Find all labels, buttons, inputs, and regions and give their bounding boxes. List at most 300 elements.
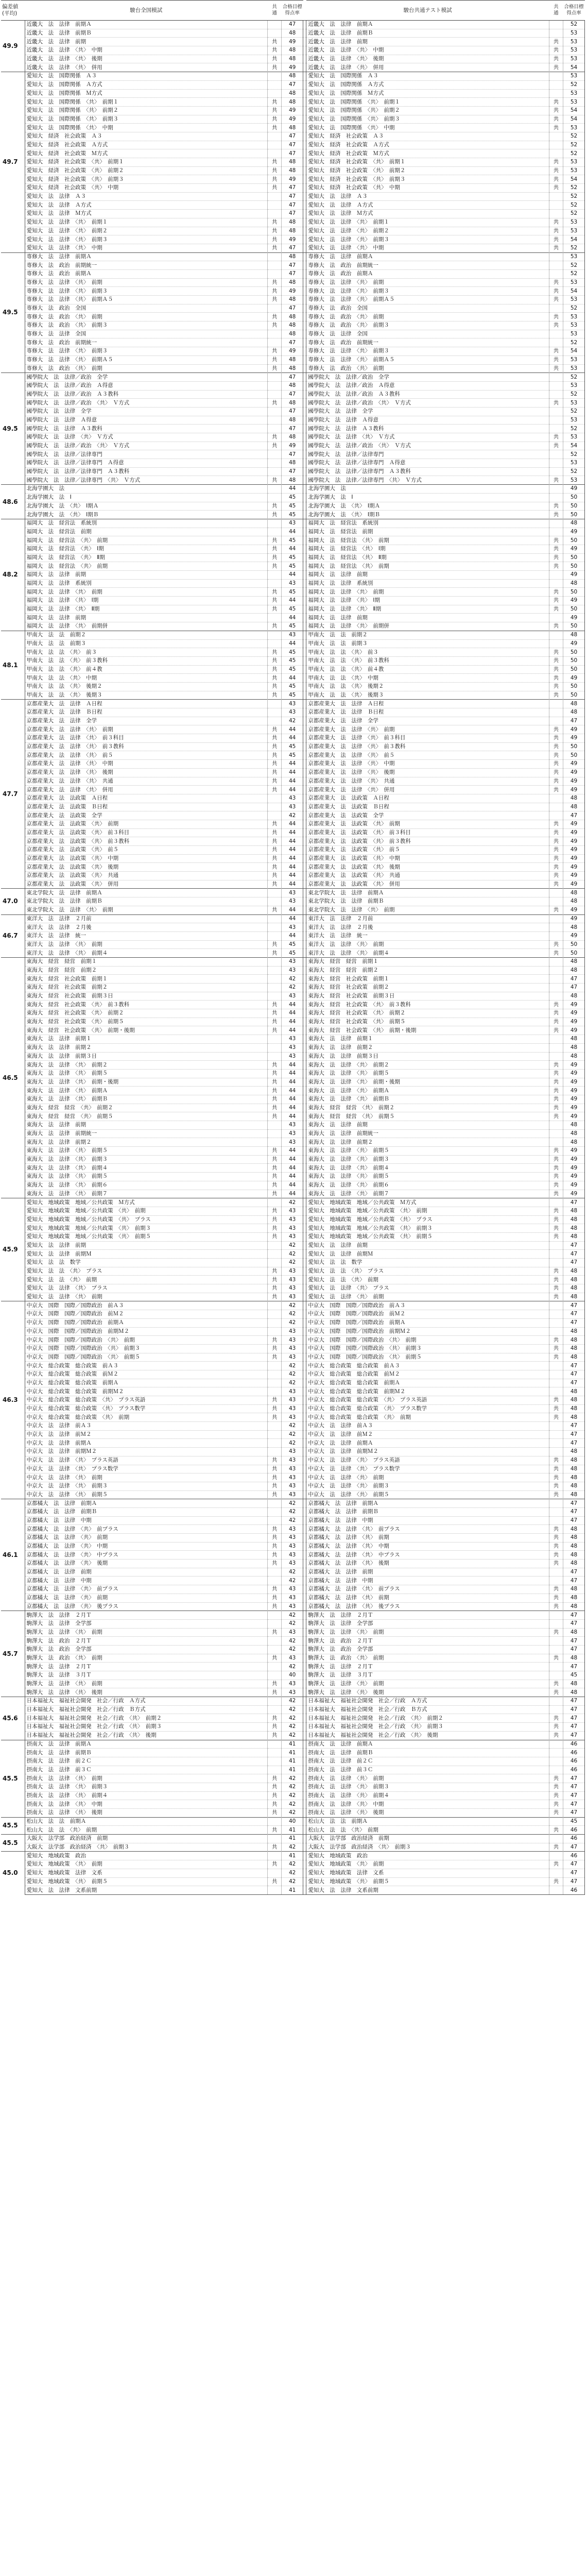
right-ratio-cell: 48 [563,1551,585,1560]
left-ratio-cell: 45 [282,536,303,545]
right-req-cell: 共 [549,1585,563,1594]
left-name-cell: 専修大 法 法律 〈共〉 前期３ [25,347,267,356]
left-name-cell: 東海大 法 法律 〈共〉 前期３ [25,1155,267,1164]
right-req-cell: 共 [549,321,563,330]
table-row [1,1749,585,1757]
left-ratio-cell: 48 [282,355,303,364]
right-name-cell: 中京大 法 法律 〈共〉 プラス数学 [306,1465,549,1473]
left-req-cell: 共 [268,227,282,235]
left-ratio-cell: 43 [282,889,303,897]
left-req-cell: 共 [268,98,282,107]
right-ratio-cell: 47 [563,1791,585,1800]
left-ratio-cell: 47 [282,390,303,399]
group-score: 48.2 [1,519,25,631]
right-req-cell: 共 [549,828,563,837]
table-row [1,656,585,665]
left-name-cell: 愛知大 法 法律 〈共〉 前期 [25,1293,267,1301]
left-req-cell [268,897,282,906]
left-req-cell [268,1327,282,1336]
left-req-cell [268,493,282,502]
right-ratio-cell: 48 [563,889,585,897]
group-score: 49.9 [1,21,25,72]
left-req-cell [268,614,282,622]
right-name-cell: 京都産業大 法 法政策 全学 [306,811,549,820]
right-name-cell: 甲南大 法 法 前期３ [306,639,549,648]
left-name-cell: 松山大 法 法 〈共〉 前期 [25,1826,267,1835]
right-name-cell: 東海大 法 法律 〈共〉 前期Ａ [306,1087,549,1095]
table-row [1,467,585,476]
left-name-cell: 愛知大 法 法 数学 [25,1259,267,1267]
right-ratio-cell: 45 [563,1671,585,1680]
right-ratio-cell: 49 [563,768,585,777]
right-name-cell: 福岡大 法 経営法 系統別 [306,519,549,528]
table-row [1,1035,585,1044]
right-req-cell: 共 [549,940,563,949]
left-req-cell: 共 [268,553,282,562]
left-name-cell: 中京大 総合政策 総合政策 前期Ｍ２ [25,1387,267,1396]
right-name-cell: 東海大 法 法律 〈共〉 前期Ｂ [306,1095,549,1104]
table-row [1,1723,585,1732]
right-req-cell [549,425,563,433]
right-req-cell: 共 [549,674,563,683]
left-req-cell [268,1568,282,1577]
right-ratio-cell: 47 [563,1714,585,1723]
left-ratio-cell: 43 [282,1327,303,1336]
right-req-cell: 共 [549,1731,563,1740]
left-name-cell: 福岡大 法 経営法 〈共〉 Ⅰ期 [25,545,267,553]
right-name-cell: 東洋大 法 法律 〈共〉 前期４ [306,949,549,958]
table-row [1,511,585,519]
right-ratio-cell: 48 [563,1035,585,1044]
table-row [1,725,585,734]
left-name-cell: 東海大 法 法律 〈共〉 前期５ [25,1147,267,1156]
table-row [1,1430,585,1439]
left-req-cell [268,1318,282,1327]
right-req-cell [549,407,563,416]
left-req-cell [268,1766,282,1774]
left-req-cell [268,794,282,803]
left-ratio-cell: 45 [282,622,303,631]
right-ratio-cell: 48 [563,1215,585,1224]
table-row [1,21,585,29]
right-req-cell [549,923,563,932]
right-name-cell: 京都橘大 法 法律 〈共〉 前期 [306,1594,549,1602]
left-name-cell: 國學院大 法 法律 Ａ３教科 [25,425,267,433]
left-name-cell: 東海大 経営 経営 前期１ [25,957,267,966]
left-req-cell: 共 [268,158,282,167]
header-right-name: 駿台共通テスト模試 [306,1,549,21]
left-name-cell: 大阪大 法学部 政治経済 〈共〉 前期３ [25,1843,267,1852]
left-ratio-cell: 44 [282,906,303,914]
right-name-cell: 京都産業大 法 法律 〈共〉 中期 [306,760,549,769]
right-ratio-cell: 47 [563,975,585,984]
table-row [1,597,585,605]
table-row [1,966,585,975]
table-row [1,992,585,1001]
right-name-cell: 中京大 法 法律 〈共〉 前期３ [306,1482,549,1490]
left-ratio-cell: 42 [282,1507,303,1516]
left-req-cell: 共 [268,1482,282,1490]
left-req-cell [268,1577,282,1585]
left-name-cell: 京都橘大 法 法律 前期 [25,1568,267,1577]
left-req-cell [268,579,282,588]
right-ratio-cell: 48 [563,1276,585,1284]
right-ratio-cell: 50 [563,622,585,631]
right-ratio-cell: 53 [563,321,585,330]
left-ratio-cell: 43 [282,1551,303,1560]
group-score: 47.0 [1,889,25,914]
right-req-cell: 共 [549,863,563,872]
table-row [1,742,585,751]
table-row [1,1370,585,1379]
right-ratio-cell: 48 [563,1327,585,1336]
table-row [1,1757,585,1766]
right-name-cell: 愛知大 地域政策 地域／公共政策 〈共〉 前期 [306,1207,549,1215]
left-ratio-cell: 43 [282,1490,303,1499]
table-row [1,141,585,149]
left-name-cell: 東海大 経営 社会政策 〈共〉 前期・後期 [25,1026,267,1035]
left-req-cell: 共 [268,1344,282,1353]
left-req-cell: 共 [268,106,282,115]
right-ratio-cell: 46 [563,1886,585,1895]
right-ratio-cell: 50 [563,511,585,519]
right-ratio-cell: 48 [563,1456,585,1465]
left-ratio-cell: 43 [282,923,303,932]
table-row [1,38,585,46]
table-row [1,1259,585,1267]
left-req-cell [268,1370,282,1379]
right-name-cell: 福岡大 法 経営法 前期 [306,528,549,536]
left-req-cell: 共 [268,287,282,296]
right-req-cell [549,338,563,347]
table-row [1,1671,585,1680]
left-req-cell: 共 [268,1181,282,1190]
right-ratio-cell: 53 [563,459,585,468]
left-ratio-cell: 44 [282,1009,303,1018]
right-ratio-cell: 53 [563,72,585,81]
left-name-cell: 京都産業大 法 法律 全学 [25,717,267,725]
right-ratio-cell: 45 [563,1817,585,1826]
right-ratio-cell: 49 [563,846,585,855]
left-name-cell: 京都産業大 法 法律 〈共〉 前期 [25,725,267,734]
table-row [1,519,585,528]
group-score: 49.5 [1,373,25,485]
table-row [1,1817,585,1826]
right-ratio-cell: 47 [563,984,585,992]
right-ratio-cell: 48 [563,1284,585,1293]
left-ratio-cell: 43 [282,519,303,528]
table-row [1,373,585,382]
table-row [1,425,585,433]
table-row [1,1456,585,1465]
group-score: 45.5 [1,1817,25,1834]
table-row [1,588,585,597]
left-name-cell: 國學院大 法 法律／法律専門 [25,450,267,459]
left-name-cell: 摂南大 法 法律 〈共〉 後期 [25,1809,267,1818]
left-req-cell: 共 [268,1336,282,1345]
right-req-cell: 共 [549,175,563,184]
right-name-cell: 京都産業大 法 法政策 〈共〉 前３教科 [306,837,549,846]
left-name-cell: 京都産業大 法 法政策 〈共〉 併用 [25,880,267,889]
left-req-cell: 共 [268,1534,282,1543]
left-name-cell: 京都産業大 法 法律 〈共〉 前５ [25,751,267,760]
right-name-cell: 中京大 国際 国際／国際政治 〈共〉 前期３ [306,1344,549,1353]
table-row [1,330,585,338]
table-row [1,1181,585,1190]
table-row [1,872,585,880]
left-ratio-cell: 48 [282,313,303,321]
table-row [1,1301,585,1310]
right-ratio-cell: 47 [563,1379,585,1387]
left-ratio-cell: 47 [282,201,303,210]
left-name-cell: 愛知大 経済 社会政策 Ｍ方式 [25,149,267,158]
right-req-cell [549,132,563,141]
left-req-cell: 共 [268,347,282,356]
table-row [1,1336,585,1345]
table-row [1,1645,585,1654]
left-req-cell [268,1869,282,1877]
right-req-cell [549,794,563,803]
left-name-cell: 摂南大 法 法律 〈共〉 前期３ [25,1783,267,1791]
left-ratio-cell: 49 [282,347,303,356]
left-name-cell: 京都産業大 法 法律 〈共〉 中期 [25,760,267,769]
table-row [1,1560,585,1568]
right-req-cell [549,1757,563,1766]
right-ratio-cell: 47 [563,1568,585,1577]
right-name-cell: 愛知大 経済 社会政策 Ｍ方式 [306,149,549,158]
table-row [1,115,585,124]
right-ratio-cell: 52 [563,201,585,210]
left-name-cell: 愛知大 法 国際関係 〈共〉 前期１ [25,98,267,107]
table-row [1,98,585,107]
right-name-cell: 摂南大 法 法律 前２Ｃ [306,1757,549,1766]
left-ratio-cell: 42 [282,1241,303,1250]
left-name-cell: 東海大 経営 社会政策 前期３日 [25,992,267,1001]
right-ratio-cell: 54 [563,106,585,115]
right-req-cell [549,803,563,811]
left-ratio-cell: 43 [282,1688,303,1697]
left-req-cell [268,1035,282,1044]
right-req-cell: 共 [549,1181,563,1190]
table-row [1,1362,585,1370]
right-ratio-cell: 50 [563,588,585,597]
table-row [1,1026,585,1035]
left-req-cell: 共 [268,1155,282,1164]
table-row [1,158,585,167]
left-name-cell: 東海大 法 法律 前期統一 [25,1129,267,1138]
right-name-cell: 國學院大 法 法律／法律専門 Ａ３教科 [306,467,549,476]
right-req-cell: 共 [549,656,563,665]
right-req-cell: 共 [549,1293,563,1301]
left-ratio-cell: 42 [282,1379,303,1387]
right-req-cell: 共 [549,218,563,227]
right-ratio-cell: 54 [563,115,585,124]
right-ratio-cell: 48 [563,1413,585,1422]
right-req-cell [549,1250,563,1259]
left-name-cell: 愛知大 法 国際関係 〈共〉 中期 [25,124,267,132]
right-ratio-cell: 53 [563,55,585,63]
table-row [1,837,585,846]
left-req-cell: 共 [268,1688,282,1697]
left-ratio-cell: 44 [282,725,303,734]
left-req-cell: 共 [268,1560,282,1568]
left-ratio-cell: 41 [282,1740,303,1749]
right-name-cell: 愛知大 法 法律 〈共〉 前期１ [306,218,549,227]
right-ratio-cell: 52 [563,80,585,89]
right-ratio-cell: 48 [563,1207,585,1215]
right-ratio-cell: 47 [563,1259,585,1267]
right-req-cell [549,914,563,923]
right-req-cell: 共 [549,846,563,855]
left-ratio-cell: 43 [282,700,303,708]
right-req-cell: 共 [549,166,563,175]
right-ratio-cell: 50 [563,949,585,958]
table-body [1,21,585,1895]
right-req-cell [549,975,563,984]
right-req-cell: 共 [549,1344,563,1353]
right-name-cell: 愛知大 経済 社会政策 〈共〉 前期１ [306,158,549,167]
left-ratio-cell: 44 [282,545,303,553]
table-row [1,1422,585,1431]
table-row [1,828,585,837]
right-req-cell: 共 [549,949,563,958]
right-ratio-cell: 48 [563,1465,585,1473]
left-req-cell: 共 [268,1404,282,1413]
table-row [1,1439,585,1448]
right-name-cell: 大阪大 法学部 政治経済 前期 [306,1835,549,1843]
left-ratio-cell: 40 [282,1671,303,1680]
left-ratio-cell: 42 [282,1370,303,1379]
right-req-cell [549,1577,563,1585]
left-req-cell [268,528,282,536]
left-ratio-cell: 42 [282,1430,303,1439]
right-name-cell: 摂南大 法 法律 〈共〉 前期３ [306,1783,549,1791]
right-name-cell: 中京大 国際 国際／国際政治 前期Ａ [306,1318,549,1327]
left-ratio-cell: 44 [282,863,303,872]
right-ratio-cell: 48 [563,700,585,708]
right-req-cell [549,459,563,468]
left-name-cell: 愛知大 経済 社会政策 〈共〉 中期 [25,184,267,193]
table-row [1,708,585,717]
right-req-cell: 共 [549,476,563,485]
right-ratio-cell: 48 [563,1560,585,1568]
table-row [1,1087,585,1095]
right-ratio-cell: 53 [563,381,585,390]
table-row [1,1095,585,1104]
right-name-cell: 愛知大 法 法律 Ａ３ [306,192,549,201]
right-ratio-cell: 49 [563,1147,585,1156]
left-name-cell: 福岡大 法 経営法 系統別 [25,519,267,528]
table-row [1,1344,585,1353]
right-req-cell: 共 [549,1018,563,1026]
left-ratio-cell: 43 [282,1456,303,1465]
left-req-cell [268,639,282,648]
left-ratio-cell: 44 [282,1001,303,1009]
table-row [1,1619,585,1628]
right-req-cell [549,1439,563,1448]
right-ratio-cell: 50 [563,648,585,657]
right-ratio-cell: 48 [563,1680,585,1688]
right-req-cell: 共 [549,1860,563,1869]
table-row [1,1215,585,1224]
left-req-cell: 共 [268,691,282,700]
table-row [1,399,585,408]
left-req-cell: 共 [268,476,282,485]
left-ratio-cell: 43 [282,1276,303,1284]
left-name-cell: 甲南大 法 法 前期２ [25,631,267,639]
right-ratio-cell: 50 [563,656,585,665]
right-ratio-cell: 48 [563,1344,585,1353]
left-name-cell: 甲南大 法 法 〈共〉 前３ [25,648,267,657]
left-req-cell: 共 [268,837,282,846]
right-ratio-cell: 53 [563,399,585,408]
right-ratio-cell: 49 [563,485,585,494]
left-name-cell: 中京大 総合政策 総合政策 前Ａ３ [25,1362,267,1370]
right-req-cell: 共 [549,1112,563,1121]
right-ratio-cell: 47 [563,1318,585,1327]
table-row [1,1465,585,1473]
left-name-cell: 駒澤大 法 法律 〈共〉 前期 [25,1680,267,1688]
table-row [1,1714,585,1723]
left-name-cell: 専修大 法 政治 全国 [25,304,267,313]
right-ratio-cell: 49 [563,725,585,734]
right-name-cell: 愛知大 地域政策 政治 [306,1852,549,1860]
left-name-cell: 京都橘大 法 法律 中期 [25,1577,267,1585]
right-name-cell: 中京大 法 法律 〈共〉 前期５ [306,1490,549,1499]
left-req-cell: 共 [268,605,282,614]
table-row [1,984,585,992]
left-ratio-cell: 43 [282,1534,303,1543]
right-ratio-cell: 48 [563,1293,585,1301]
table-row [1,1448,585,1456]
left-req-cell: 共 [268,115,282,124]
right-ratio-cell: 50 [563,536,585,545]
right-ratio-cell: 50 [563,562,585,571]
right-req-cell: 共 [549,287,563,296]
group-score: 45.7 [1,1611,25,1697]
right-ratio-cell: 48 [563,1396,585,1405]
left-name-cell: 中京大 法 法律 前Ｍ２ [25,1430,267,1439]
right-ratio-cell: 53 [563,433,585,442]
left-ratio-cell: 49 [282,38,303,46]
right-name-cell: 中京大 法 法律 前期Ａ [306,1439,549,1448]
right-req-cell: 共 [549,597,563,605]
right-req-cell: 共 [549,502,563,511]
table-row [1,1190,585,1198]
table-row [1,416,585,425]
right-ratio-cell: 48 [563,992,585,1001]
left-req-cell [268,1663,282,1671]
left-ratio-cell: 48 [282,476,303,485]
right-name-cell: 福岡大 法 法律 〈共〉 前期併 [306,622,549,631]
left-name-cell: 中京大 国際 国際／国際政治 前期Ｍ２ [25,1327,267,1336]
right-req-cell: 共 [549,545,563,553]
table-row [1,734,585,743]
left-req-cell [268,1697,282,1706]
right-name-cell: 京都産業大 法 法政策 〈共〉 前３科目 [306,828,549,837]
right-name-cell: 甲南大 法 法 〈共〉 前４教 [306,665,549,674]
left-ratio-cell: 43 [282,1594,303,1602]
left-name-cell: 東洋大 法 法律 ２月後 [25,923,267,932]
left-ratio-cell: 41 [282,1886,303,1895]
table-row [1,1697,585,1706]
left-ratio-cell: 43 [282,1232,303,1241]
table-row [1,1791,585,1800]
right-name-cell: 東海大 法 法律 前期３日 [306,1052,549,1061]
right-name-cell: 京都産業大 法 法律 〈共〉 共通 [306,777,549,786]
left-req-cell: 共 [268,1791,282,1800]
left-ratio-cell: 42 [282,1362,303,1370]
